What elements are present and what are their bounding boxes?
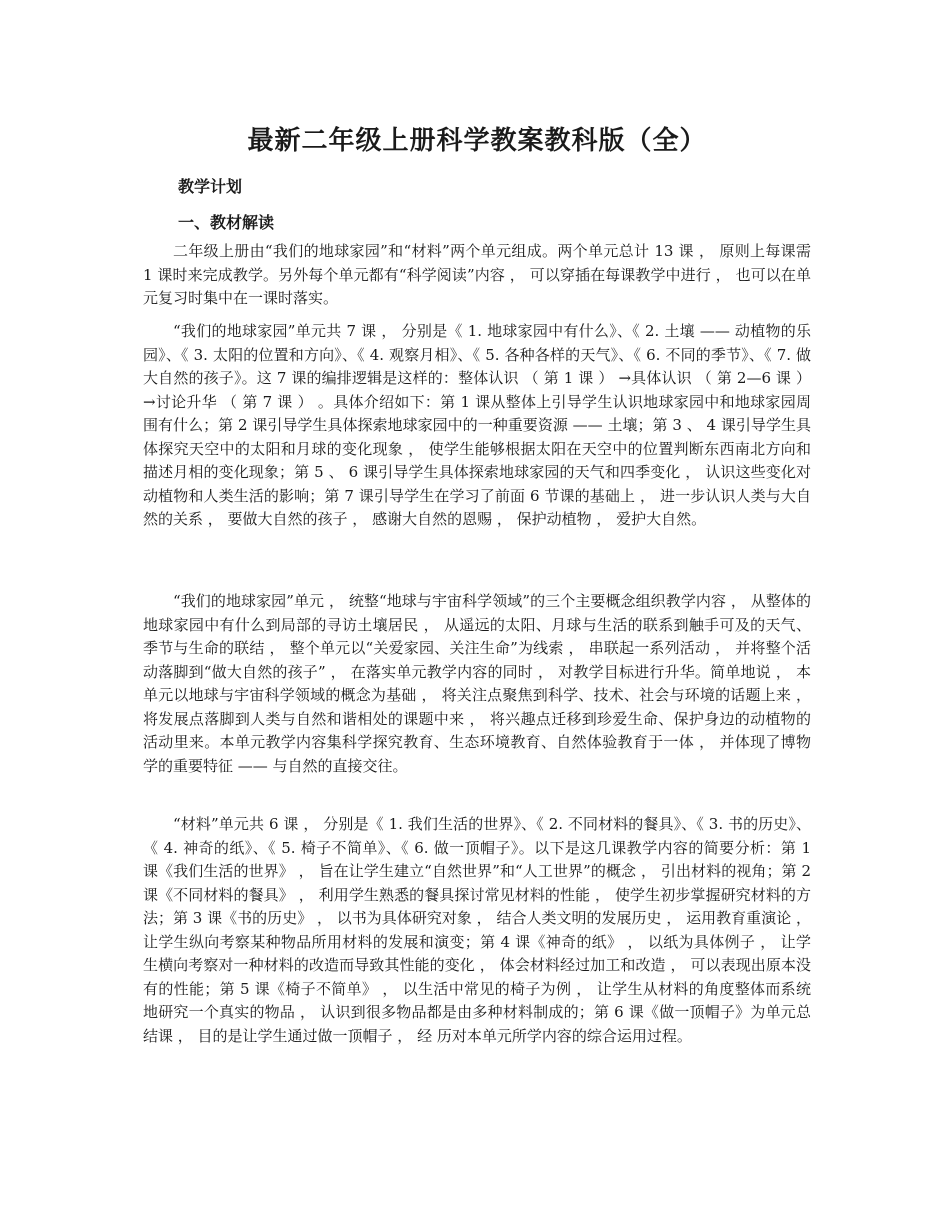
paragraph-materials-unit: “材料”单元共 6 课 ， 分别是《 1. 我们生活的世界》、《 2. 不同材料的餐具》、《 3. 书的历史》、《 4. 神奇的纸》、《 5. 椅子不简单》、《 6. 做一顶帽子》。以下是这几课教学内容的简要分析：第 1 课《我们生活的世界》 ， 旨在让学生建立“自然世界”和“人工世界”的概念 ， 引出材料的视角；第 2 课《不同材料的餐具》 ， 利用学生熟悉的餐具探讨常见材料的性能 ， 使学生初步掌握研究材料的方法；第 3 课《书的历史》 ， 以书为具体研究对象 ， 结合人类文明的发展历史 ， 运用教育重演论 ， 让学生纵向考察某种物品所用材料的发展和演变；第 4 课《神奇的纸》 ， 以纸为具体例子 ， 让学生横向考察对一种材料的改造而导致其性能的变化 ， 体会材料经过加工和改造 ， 可以表现出原本没有的性能；第 5 课《椅子不简单》 ， 以生活中常见的椅子为例 ， 让学生从材料的角度整体而系统地研究一个真实的物品 ， 认识到很多物品都是由多种材料制成的；第 6 课《做一顶帽子》为单元总结课 ， 目的是让学生通过做一顶帽子 ， 经 历对本单元所学内容的综合运用过程。 — [143, 815, 812, 1045]
paragraph-earth-unit-summary: “我们的地球家园”单元 ， 统整“地球与宇宙科学领域”的三个主要概念组织教学内容 ， 从整体的地球家园中有什么到局部的寻访土壤居民 ， 从遥远的太阳、月球与生活的联系到触手可及的天气、 季节与生命的联结 ， 整个单元以“关爱家园、关注生命”为线索 ， 串联起一系列活动 ， 并将整个活动落脚到“做大自然的孩子” ， 在落实单元教学内容的同时 ， 对教学目标进行升华。简单地说 ， 本单元以地球与宇宙科学领域的概念为基础 ， 将关注点聚焦到科学、技术、社会与环境的话题上来 ， 将发展点落脚到人类与自然和谐相处的课题中来 ， 将兴趣点迁移到珍爱生命、保护身边的动植物的活动里来。本单元教学内容集科学探究教育、生态环境教育、自然体验教育于一体 ， 并体现了博物学的重要特征 —— 与自然的直接交往。 — [143, 592, 811, 775]
paragraph-overview: 二年级上册由“我们的地球家园”和“材料”两个单元组成。两个单元总计 13 课 ， 原则上每课需 1 课时来完成教学。另外每个单元都有“科学阅读”内容 ， 可以穿插在每课教学中进行 ， 也可以在单元复习时集中在一课时落实。 — [143, 242, 811, 307]
heading-teaching-plan: 教学计划 — [178, 177, 243, 196]
paragraph-earth-unit-lessons: “我们的地球家园”单元共 7 课 ， 分别是《 1. 地球家园中有什么》、《 2. 土壤 —— 动植物的乐园》、《 3. 太阳的位置和方向》、《 4. 观察月相》、《 5. 各种各样的天气》、《 6. 不同的季节》、《 7. 做大自然的孩子》。这 7 课的编排逻辑是这样的：整体认识 （ 第 1 课 ） →具体认识 （ 第 2—6 课 ） →讨论升华 （ 第 7 课 ） 。具体介绍如下：第 1 课从整体上引导学生认识地球家园中和地球家园周围有什么；第 2 课引导学生具体探索地球家园中的一种重要资源 —— 土壤；第 3 、 4 课引导学生具体探究天空中的太阳和月球的变化现象 ， 使学生能够根据太阳在天空中的位置判断东西南北方向和描述月相的变化现象；第 5 、 6 课引导学生具体探索地球家园的天气和四季变化 ， 认识这些变化对动植物和人类生活的影响；第 7 课引导学生在学习了前面 6 节课的基础上 ， 进一步认识人类与大自然的关系 ， 要做大自然的孩子 ， 感谢大自然的恩赐 ， 保护动植物 ， 爱护大自然。 — [143, 322, 811, 528]
heading-textbook-interpretation: 一、教材解读 — [178, 213, 275, 232]
document-title: 最新二年级上册科学教案教科版（全） — [247, 126, 707, 156]
